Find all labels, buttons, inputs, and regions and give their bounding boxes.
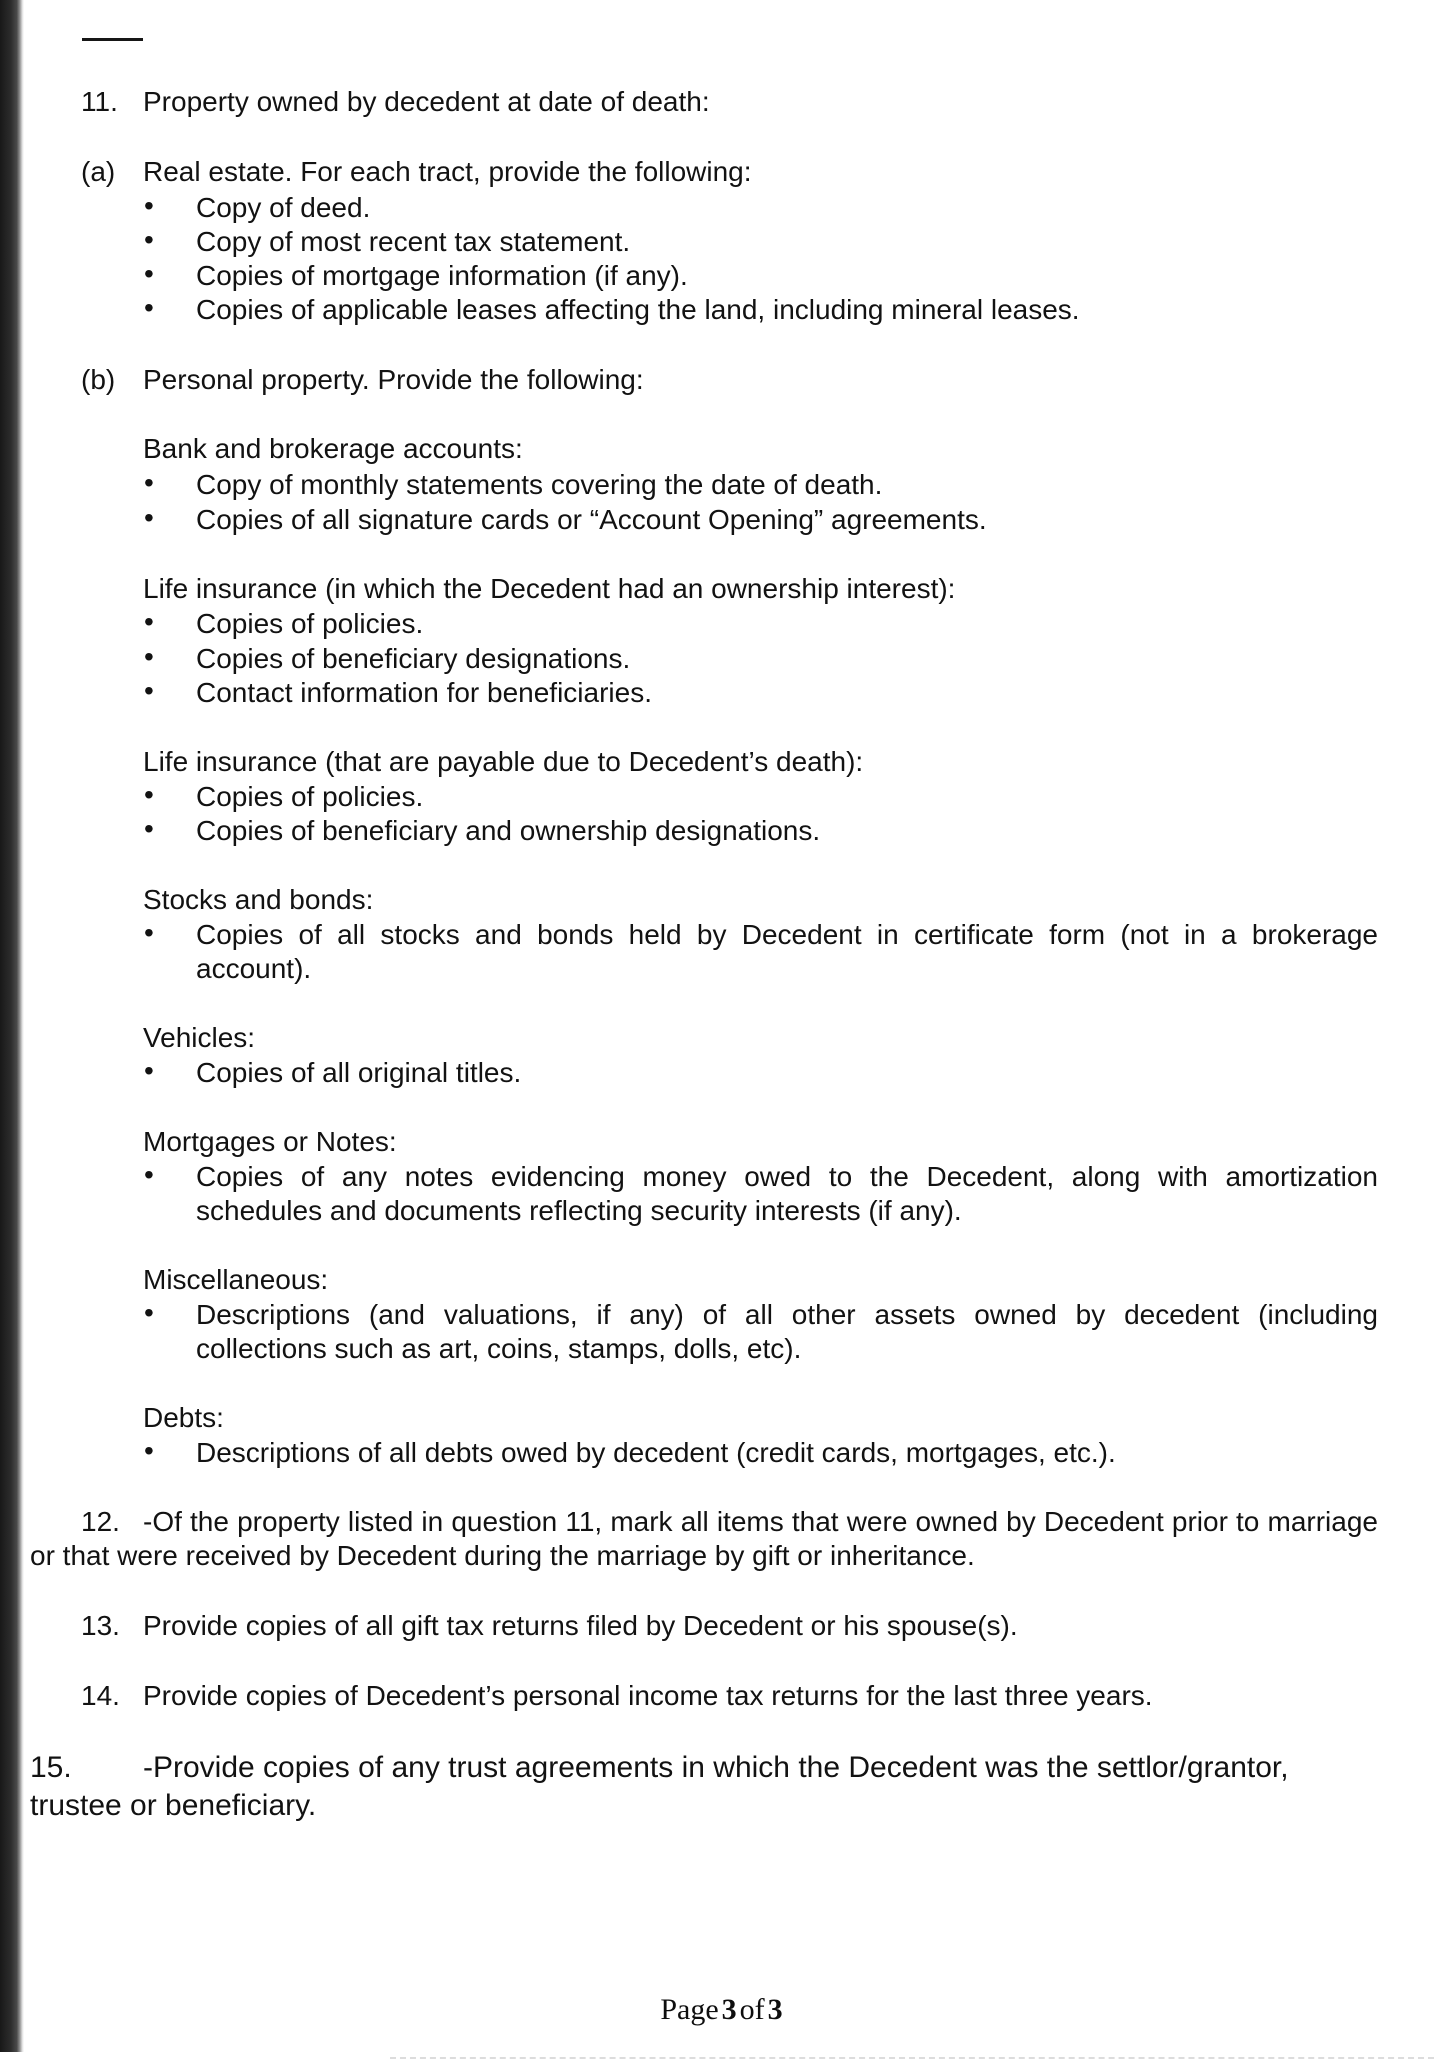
group-header-debts: Debts: [143, 1402, 224, 1433]
item-number: 15. [30, 1751, 72, 1784]
bullet-text: Copies of all original titles. [196, 1057, 522, 1088]
scan-artifact-bottom-dashes [390, 2057, 1434, 2059]
bullet-item [144, 468, 1378, 502]
item-text: Property owned by decedent at date of death: [143, 86, 710, 117]
list-item-13 [0, 1609, 1440, 1643]
bullet-text: Copy of monthly statements covering the date of death. [196, 469, 883, 500]
bullet-text: Copies of applicable leases affecting the land, including mineral leases. [196, 294, 1080, 325]
bullet-text: Copies of policies. [196, 608, 424, 639]
item-text: Personal property. Provide the following: [143, 364, 644, 395]
bullet-text: Copy of most recent tax statement. [196, 226, 631, 257]
bullet-item [144, 1160, 1378, 1228]
bullet-icon: • [144, 675, 154, 706]
list-item-14 [0, 1679, 1440, 1713]
bullet-icon: • [144, 917, 154, 948]
bullet-item [144, 607, 1378, 641]
bullet-icon: • [144, 641, 154, 672]
list-item-12: -Of the property listed in question 11, mark all items that were owned by Decedent prior to marriage or that were received by Decedent during the marriage by gift or inheritance. [30, 1506, 1378, 1571]
bullet-icon: • [144, 1435, 154, 1466]
bullet-item [144, 503, 1378, 537]
footer-total-pages: 3 [767, 1993, 783, 2026]
group-header-stocks-bonds: Stocks and bonds: [143, 884, 374, 915]
item-number: 11. [81, 86, 118, 117]
group-header-miscellaneous: Miscellaneous: [143, 1264, 329, 1295]
bullet-item [144, 814, 1378, 848]
list-item-11 [0, 85, 1440, 119]
bullet-text: Descriptions of all debts owed by decedent (credit cards, mortgages, etc.). [196, 1437, 1116, 1468]
bullet-item [144, 191, 1378, 225]
group-header-bank-accounts: Bank and brokerage accounts: [143, 433, 523, 464]
bullet-text: Copies of beneficiary designations. [196, 643, 631, 674]
bullet-item [144, 918, 1378, 986]
bullet-icon: • [144, 813, 154, 844]
bullet-item [144, 1436, 1378, 1470]
bullet-item [144, 1298, 1378, 1366]
bullet-icon: • [144, 779, 154, 810]
bullet-icon: • [144, 467, 154, 498]
bullet-icon: • [144, 190, 154, 221]
bullet-icon: • [144, 1159, 154, 1190]
bullet-text: Copies of all signature cards or “Account Opening” agreements. [196, 504, 987, 535]
scan-artifact-top-line [82, 38, 143, 41]
bullet-icon: • [144, 1055, 154, 1086]
bullet-item [144, 259, 1378, 293]
item-number: 13. [81, 1610, 120, 1641]
bullet-icon: • [144, 224, 154, 255]
bullet-item [144, 225, 1378, 259]
item-text: Provide copies of all gift tax returns filed by Decedent or his spouse(s). [143, 1610, 1018, 1641]
scan-artifact-left-strip [0, 0, 24, 2052]
bullet-icon: • [144, 258, 154, 289]
bullet-text: Copies of beneficiary and ownership designations. [196, 815, 821, 846]
bullet-text: Copy of deed. [196, 192, 371, 223]
list-item-a [0, 155, 1440, 189]
bullet-item [144, 676, 1378, 710]
bullet-icon: • [144, 502, 154, 533]
bullet-icon: • [144, 606, 154, 637]
bullet-text: Contact information for beneficiaries. [196, 677, 652, 708]
item-number: 14. [81, 1680, 120, 1711]
item-label: (a) [81, 156, 116, 187]
bullet-item [144, 642, 1378, 676]
bullet-item [144, 780, 1378, 814]
item-text: Provide copies of Decedent’s personal income tax returns for the last three years. [143, 1680, 1153, 1711]
footer-page-word: Page [660, 1993, 719, 2026]
group-header-life-insurance-ownership: Life insurance (in which the Decedent had an ownership interest): [143, 573, 956, 604]
item-text: Real estate. For each tract, provide the following: [143, 156, 752, 187]
page-footer [0, 1993, 1440, 2027]
item-number: 12. [81, 1506, 120, 1537]
bullet-item [144, 293, 1378, 327]
list-item-b [0, 363, 1440, 397]
item-label: (b) [81, 364, 116, 395]
group-header-life-insurance-payable: Life insurance (that are payable due to Decedent’s death): [143, 746, 864, 777]
bullet-text: Copies of policies. [196, 781, 424, 812]
footer-page-number: 3 [721, 1993, 737, 2026]
group-header-vehicles: Vehicles: [143, 1022, 256, 1053]
bullet-icon: • [144, 292, 154, 323]
list-item-15: -Provide copies of any trust agreements in which the Decedent was the settlor/grantor, trustee or beneficiary. [30, 1751, 1289, 1822]
bullet-text: Descriptions (and valuations, if any) of all other assets owned by decedent (including collections such as art, coins, stamps, dolls, etc). [196, 1299, 1378, 1364]
bullet-text: Copies of mortgage information (if any). [196, 260, 688, 291]
bullet-item [144, 1056, 1378, 1090]
bullet-text: Copies of any notes evidencing money owed to the Decedent, along with amortization schedules and documents reflecting security interests (if any). [196, 1161, 1378, 1226]
group-header-mortgages-notes: Mortgages or Notes: [143, 1126, 397, 1157]
footer-of-word: of [739, 1993, 765, 2026]
bullet-icon: • [144, 1297, 154, 1328]
bullet-text: Copies of all stocks and bonds held by Decedent in certificate form (not in a brokerage account). [196, 919, 1378, 984]
